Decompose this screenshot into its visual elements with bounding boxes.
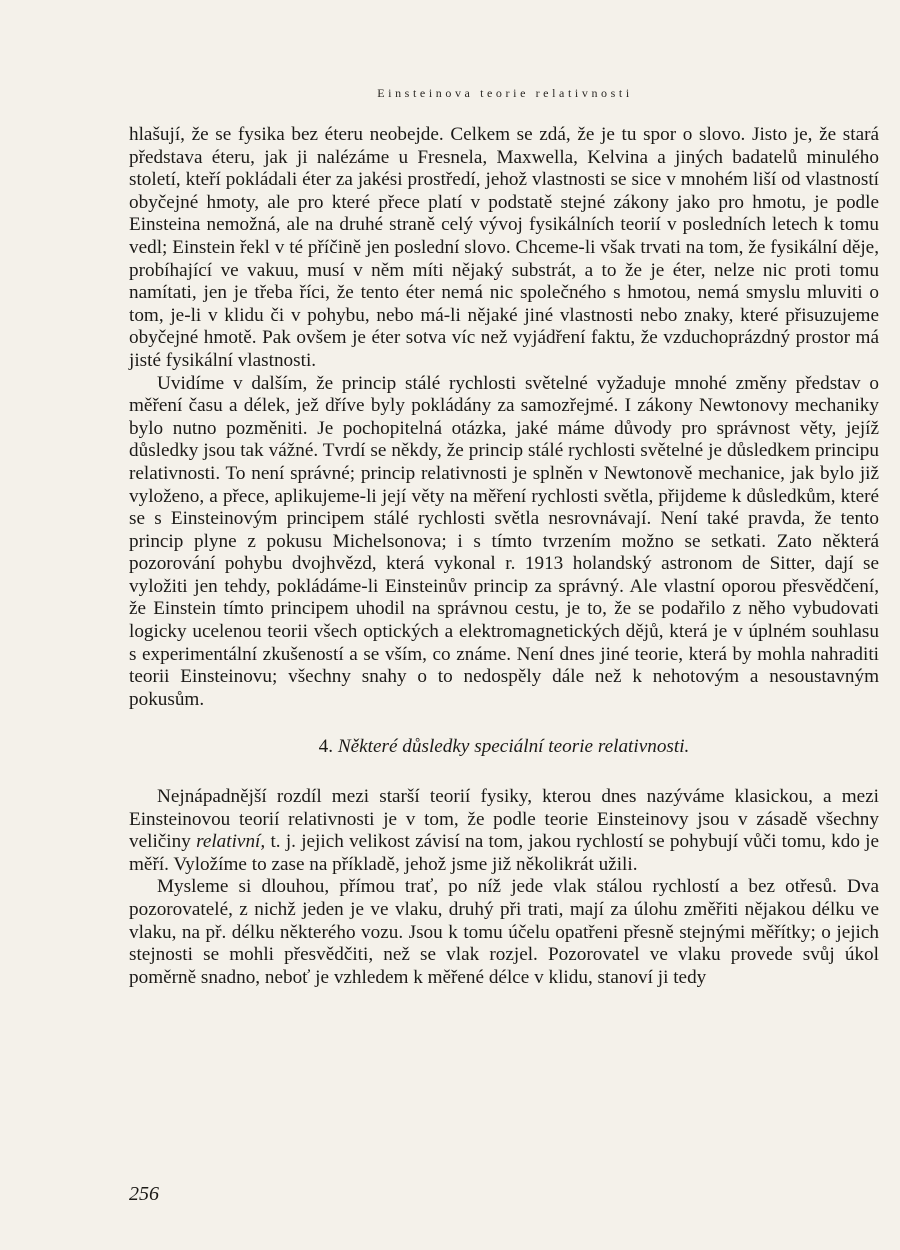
emphasized-word: relativní, (196, 831, 266, 853)
paragraph-principle: Uvidíme v dalším, že princip stálé rychlosti světelné vyžaduje mnohé změny představ o měření času a délek, jež dříve byly pokládány za samozřejmé. I zákony Newtonovy mechaniky bylo nutno pozměniti. Je pochopitelná otázka, jaké máme důvody pro správnost věty, jejíž důsledky jsou tak vážné. Tvrdí se někdy, že princip stálé rychlosti světelné je důsledkem principu relativnosti. To není správné; princip relativnosti je splněn v Newtonově mechanice, jak bylo již vyloženo, a přece, aplikujeme-li její věty na měření rychlosti světla, přijdeme k důsledkům, které se s Einsteinovým principem stálé rychlosti světla nesrovnávají. Není také pravda, že tento princip plyne z pokusu Michelsonova; i s tímto tvrzením možno se setkati. Zato některá pozorování pohybu dvojhvězd, která vykonal r. 1913 holandský astronom de Sitter, dají se vyložiti jen tehdy, pokládáme-li Einsteinův princip za správný. Ale vlastní oporou přesvědčení, že Einstein tímto principem uhodil na správnou cestu, je to, že se podařilo z něho vybudovati logicky ucelenou teorii všech optických a elektromagnetických dějů, která je v úplném souhlasu s experimentální zkušeností a se vším, co známe. Není dnes jiné teorie, která by mohla nahraditi teorii Einsteinovu; všechny snahy o to nedospěly dále než k nehotovým a nesoustavným pokusům. (129, 372, 879, 710)
section-title: Některé důsledky speciální teorie relativnosti. (337, 736, 690, 758)
section-number: 4. (318, 736, 334, 758)
paragraph-train-example: Mysleme si dlouhou, přímou trať, po níž jede vlak stálou rychlostí a bez otřesů. Dva pozorovatelé, z nichž jeden je ve vlaku, druhý při trati, mají za úlohu změřiti nějakou délku ve vlaku, na př. délku některého vozu. Jsou k tomu účelu opatřeni přesně stejnými měřítky; o jejich stejnosti se mohli přesvědčiti, než se vlak rozjel. Pozorovatel ve vlaku provede svůj úkol poměrně snadno, neboť je vzhledem k měřené délce v klidu, stanoví ji tedy (129, 876, 879, 988)
paragraph-continued: hlašují, že se fysika bez éteru neobejde. Celkem se zdá, že je tu spor o slovo. Jisto je, že stará představa éteru, jak ji nalézáme u Fresnela, Maxwella, Kelvina a jiných badatelů minulého století, kteří pokládali éter za jakési prostředí, jehož vlastnosti se sice v mnohém liší od vlastností obyčejné hmoty, ale pro které přece platí v podstatě stejné zákony jako pro hmotu, je podle Einsteina nemožná, ale na druhé straně celý vývoj fysikálních teorií v posledních letech k tomu vedl; Einstein řekl v té příčině jen poslední slovo. Chceme-li však trvati na tom, že fysikální děje, probíhající ve vakuu, musí v něm míti nějaký substrát, a to že je éter, nelze nic proti tomu namítati, jen je třeba říci, že tento éter nemá nic společného s hmotou, nemá smyslu mluviti o tom, je-li v klidu či v pohybu, nebo má-li nějaké jiné vlastnosti nebo znaky, které přisuzujeme obyčejné hmotě. Pak ovšem je éter sotva víc než vyjádření faktu, že vzduchoprázdný prostor má jisté fysikální vlastnosti. (129, 124, 879, 371)
running-head (0, 86, 900, 101)
running-title: Einsteinova teorie relativnosti (377, 86, 633, 100)
paragraph-relative-quantities (129, 786, 879, 876)
paragraph-text-part: Nejnápadnější rozdíl mezi starší teorií fysiky, kterou dnes nazýváme klasickou, a mezi Einsteinovou teorií relativnosti je v tom, že podle teorie Einsteinovy jsou v zásadě všechny veličiny (129, 786, 879, 853)
page-number: 256 (129, 1183, 159, 1205)
body-text (129, 124, 879, 989)
section-heading (129, 736, 879, 759)
paragraph-text-part: t. j. jejich velikost závisí na tom, jakou rychlostí se pohybují vůči tomu, kdo je měří. Vyložíme to zase na příkladě, jehož jsme již několikrát užili. (129, 831, 880, 875)
